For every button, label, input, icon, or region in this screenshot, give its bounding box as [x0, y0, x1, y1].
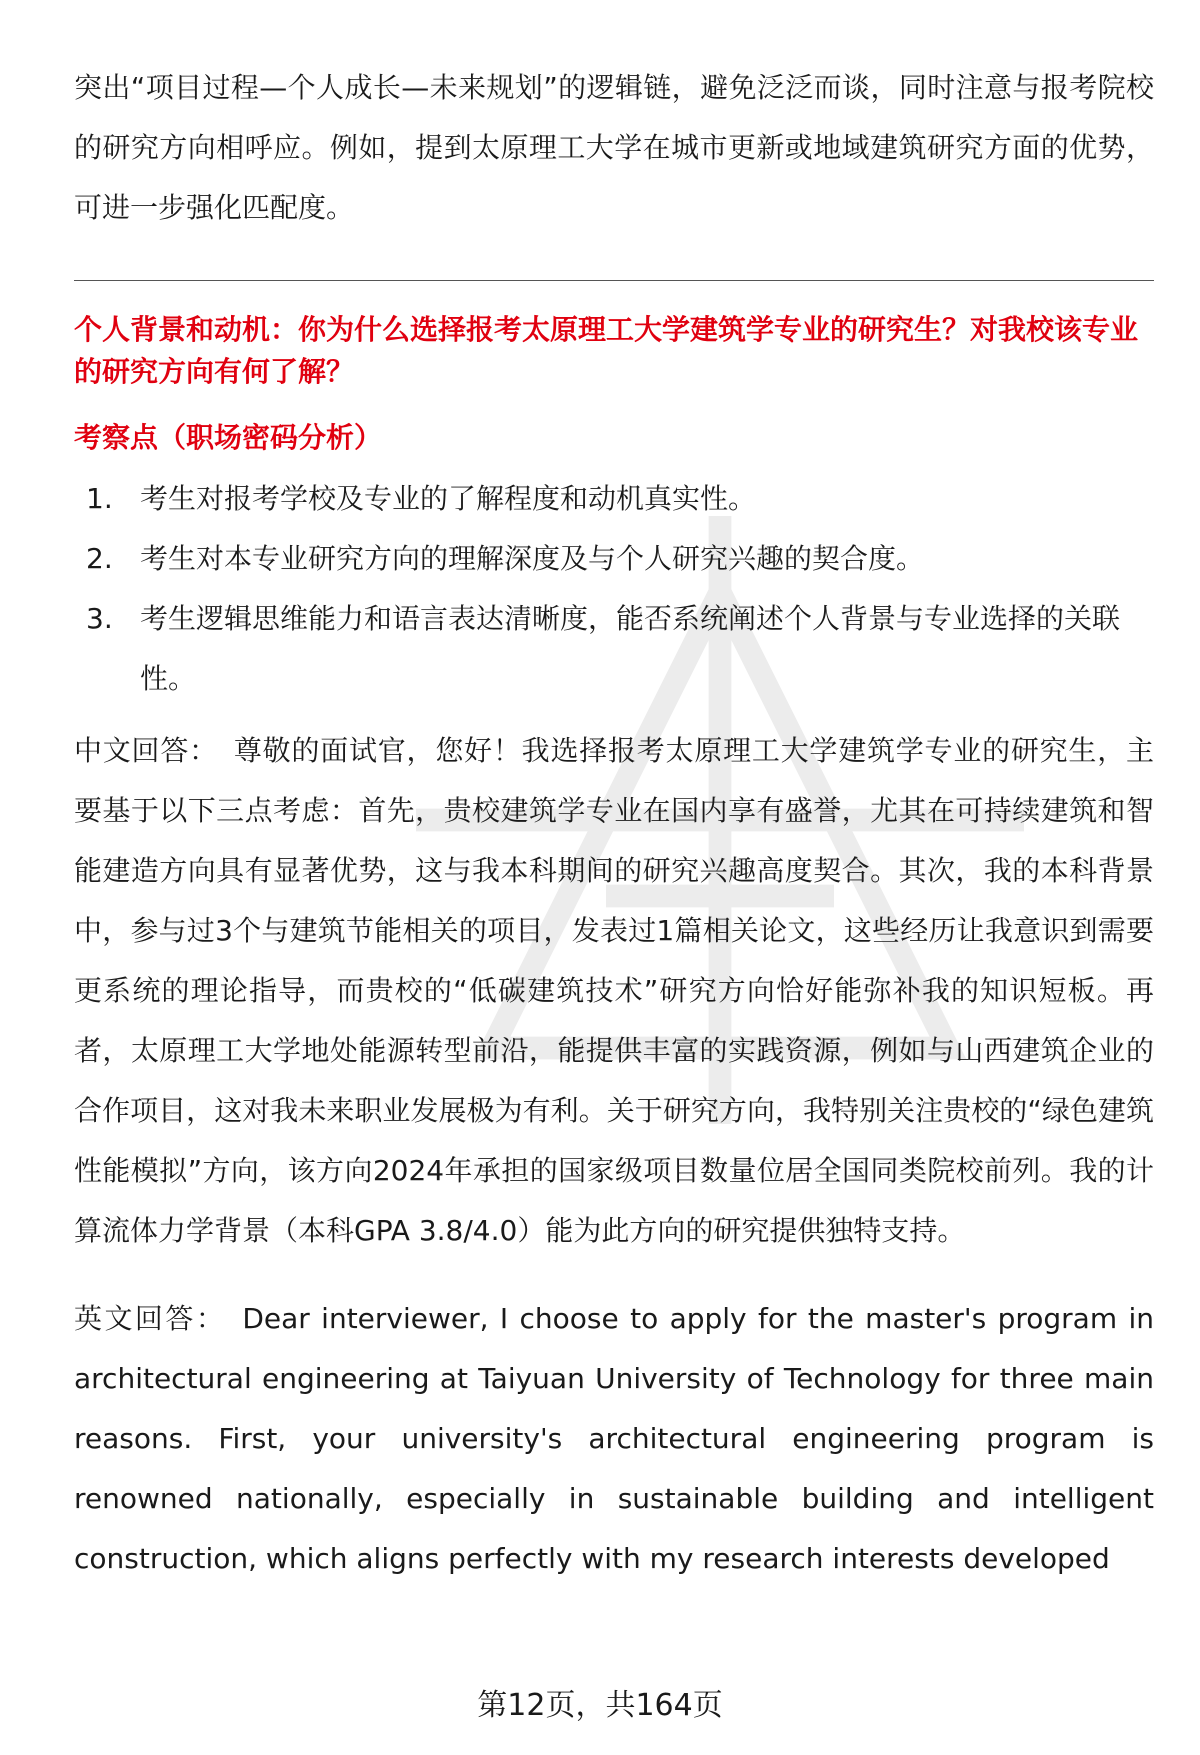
section-title: 考察点（职场密码分析）	[74, 421, 383, 454]
chinese-answer	[74, 721, 1154, 1261]
list-item	[74, 589, 1154, 709]
list-item-number: 1.	[86, 482, 113, 515]
intro-paragraph: 突出“项目过程—个人成长—未来规划”的逻辑链，避免泛泛而谈，同时注意与报考院校的研究方向相呼应。例如，提到太原理工大学在城市更新或地域建筑研究方面的优势，可进一步强化匹配度。	[74, 71, 1154, 224]
assessment-points-list	[74, 469, 1154, 709]
english-answer	[74, 1289, 1154, 1589]
page-number-footer: 第12页，共164页	[477, 1688, 723, 1723]
list-item	[74, 469, 1154, 529]
section-divider	[74, 280, 1154, 281]
list-item-text: 考生逻辑思维能力和语言表达清晰度，能否系统阐述个人背景与专业选择的关联性。	[140, 602, 1121, 695]
page-content	[74, 58, 1154, 1589]
english-answer-label: 英文回答：	[74, 1302, 227, 1335]
chinese-answer-text: 尊敬的面试官，您好！我选择报考太原理工大学建筑学专业的研究生，主要基于以下三点考虑：首先，贵校建筑学专业在国内享有盛誉，尤其在可持续建筑和智能建造方向具有显著优势，这与我本科期间的研究兴趣高度契合。其次，我的本科背景中，参与过3个与建筑节能相关的项目，发表过1篇相关论文，这些经历让我意识到需要更系统的理论指导，而贵校的“低碳建筑技术”研究方向恰好能弥补我的知识短板。再者，太原理工大学地处能源转型前沿，能提供丰富的实践资源，例如与山西建筑企业的合作项目，这对我未来职业发展极为有利。关于研究方向，我特别关注贵校的“绿色建筑性能模拟”方向，该方向2024年承担的国家级项目数量位居全国同类院校前列。我的计算流体力学背景（本科GPA 3.8/4.0）能为此方向的研究提供独特支持。	[74, 734, 1154, 1247]
question-heading: 个人背景和动机：你为什么选择报考太原理工大学建筑学专业的研究生？对我校该专业的研究方向有何了解？	[74, 313, 1139, 388]
list-item-text: 考生对报考学校及专业的了解程度和动机真实性。	[140, 482, 757, 515]
list-item-text: 考生对本专业研究方向的理解深度及与个人研究兴趣的契合度。	[140, 542, 925, 575]
list-item-number: 2.	[86, 542, 113, 575]
chinese-answer-label: 中文回答：	[74, 734, 218, 767]
english-answer-text: Dear interviewer, I choose to apply for the master's program in architectural engineering at Taiyuan University of Technology for three main reasons. First, your university's architectural engineering program is renowned nationally, especially in sustainable building and intelligent construction, which aligns perfectly with my research interests developed	[74, 1302, 1154, 1575]
list-item	[74, 529, 1154, 589]
list-item-number: 3.	[86, 602, 113, 635]
